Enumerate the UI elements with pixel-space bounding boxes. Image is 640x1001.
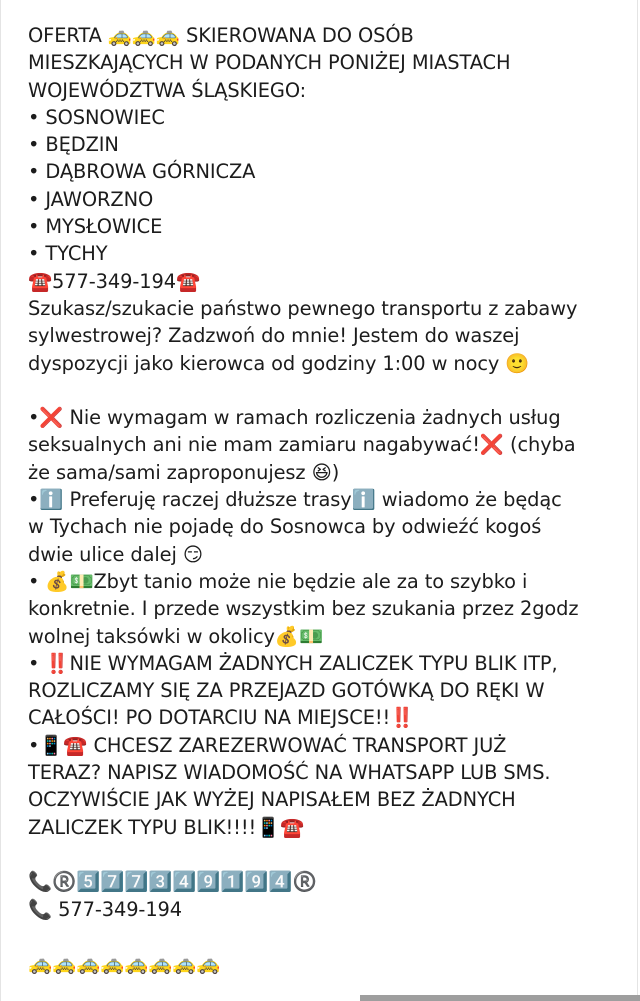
offer-heading-line-1: OFERTA 🚕🚕🚕 SKIEROWANA DO OSÓB — [28, 24, 414, 47]
rule-paragraph-line: ROZLICZAMY SIĘ ZA PRZEJAZD GOTÓWKĄ DO RĘKI W — [28, 679, 545, 703]
city-list-item: • JAWORZNO — [28, 187, 154, 211]
phone-number-line[interactable]: 📞 577-349-194 — [28, 897, 183, 921]
intro-paragraph-line: Szukasz/szukacie państwo pewnego transportu z zabawy — [28, 296, 578, 320]
rule-paragraph-line: w Tychach nie pojadę do Sosnowca by odwieźć kogoś — [28, 515, 542, 539]
city-list-item: • TYCHY — [28, 242, 108, 266]
blank-line — [28, 377, 628, 404]
blank-line — [28, 841, 628, 868]
rule-paragraph-line: dwie ulice dalej 😏 — [28, 542, 203, 566]
rule-paragraph-line: wolnej taksówki w okolicy💰💵 — [28, 624, 323, 648]
rule-paragraph-line: seksualnych ani nie mam zamiaru nagabywać!❌ (chyba — [28, 433, 576, 457]
rule-paragraph-line: •📱☎️ CHCESZ ZAREZERWOWAĆ TRANSPORT JUŻ — [28, 733, 507, 757]
rule-paragraph-line: OCZYWIŚCIE JAK WYŻEJ NAPISAŁEM BEZ ŻADNYCH — [28, 788, 516, 812]
city-list-item: • BĘDZIN — [28, 133, 119, 157]
post-body-text — [28, 22, 628, 977]
offer-heading-line-2: MIESZKAJĄCYCH W PODANYCH PONIŻEJ MIASTACH — [28, 51, 511, 75]
intro-paragraph-line: dyspozycji jako kierowca od godziny 1:00 w nocy 🙂 — [28, 351, 530, 375]
rule-paragraph-line: CAŁOŚCI! PO DOTARCIU NA MIEJSCE!!‼️ — [28, 706, 415, 730]
rule-paragraph-line: konkretnie. I przede wszystkim bez szukania przez 2godz — [28, 597, 579, 621]
taxi-emoji-row: 🚕🚕🚕🚕🚕🚕🚕🚕 — [28, 952, 221, 976]
blank-line — [28, 923, 628, 950]
intro-paragraph-line: sylwestrowej? Zadzwoń do mnie! Jestem do waszej — [28, 324, 520, 348]
rule-paragraph-line: TERAZ? NAPISZ WIADOMOŚĆ NA WHATSAPP LUB SMS. — [28, 761, 551, 785]
rule-paragraph-line: • ‼️NIE WYMAGAM ŻADNYCH ZALICZEK TYPU BLIK ITP, — [28, 651, 558, 675]
offer-heading-line-3: WOJEWÓDZTWA ŚLĄSKIEGO: — [28, 78, 307, 102]
rule-paragraph-line: •ℹ️ Preferuję raczej dłuższe trasyℹ️ wiadomo że będąc — [28, 488, 562, 512]
scroll-indicator-bar[interactable] — [360, 995, 640, 1001]
city-list-item: • DĄBROWA GÓRNICZA — [28, 160, 256, 184]
city-list-item: • SOSNOWIEC — [28, 105, 165, 129]
rule-paragraph-line: że sama/sami zaproponujesz 😆) — [28, 460, 340, 484]
city-list-item: • MYSŁOWICE — [28, 215, 163, 239]
rule-paragraph-line: • 💰💵Zbyt tanio może nie będzie ale za to szybko i — [28, 569, 528, 593]
phone-number-keycap-line[interactable]: 📞®️5️⃣7️⃣7️⃣3️⃣4️⃣9️⃣1️⃣9️⃣4️⃣®️ — [28, 870, 317, 894]
rule-paragraph-line: ZALICZEK TYPU BLIK!!!!📱☎️ — [28, 815, 305, 839]
rule-paragraph-line: •❌ Nie wymagam w ramach rozliczenia żadnych usług — [28, 406, 561, 430]
phone-number-line[interactable]: ☎️577-349-194☎️ — [28, 269, 201, 293]
